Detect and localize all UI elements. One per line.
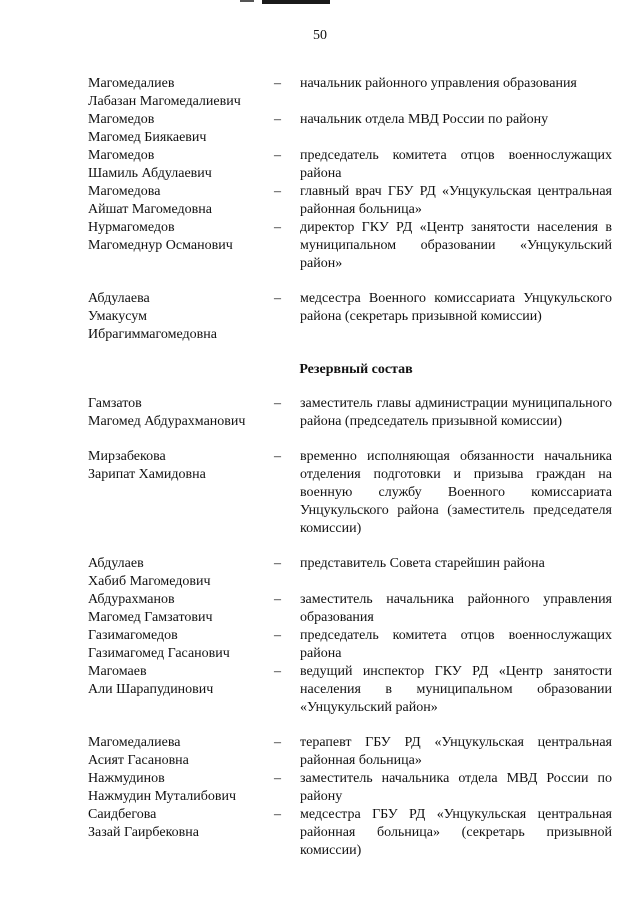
member-given-name: Зазай Гаирбековна [88, 825, 199, 840]
member-role: начальник отдела МВД России по району [300, 112, 549, 127]
member-role: начальник районного управления образования [300, 76, 577, 91]
member-surname: Абдулаева [88, 291, 150, 306]
member-role: главный врач ГБУ РД «Унцукульская центральная районная больница» [300, 184, 612, 217]
scan-artifact [240, 0, 254, 2]
member-name [88, 147, 274, 183]
member-role: временно исполняющая обязанности начальника отделения подготовки и призыва граждан на военную службу Военного комиссариата Унцукульского района (заместитель председателя комиссии) [300, 449, 612, 536]
member-entry [88, 75, 612, 111]
member-surname: Нурмагомедов [88, 220, 175, 235]
member-name [88, 591, 274, 627]
member-entry [88, 591, 612, 627]
dash: – [274, 664, 281, 679]
member-entry [88, 219, 612, 273]
member-surname: Магомедалиева [88, 735, 181, 750]
dash: – [274, 628, 281, 643]
member-surname: Абдурахманов [88, 592, 175, 607]
member-name [88, 734, 274, 770]
member-given-name: Али Шарапудинович [88, 682, 214, 697]
member-surname: Абдулаев [88, 556, 144, 571]
member-entry [88, 555, 612, 591]
member-entry [88, 111, 612, 147]
member-given-name: Магомед Биякаевич [88, 130, 207, 145]
member-role: заместитель главы администрации муниципального района (председатель призывной комиссии) [300, 396, 612, 429]
member-entry [88, 806, 612, 860]
member-role: медсестра Военного комиссариата Унцукульского района (секретарь призывной комиссии) [300, 291, 612, 324]
member-surname: Газимагомедов [88, 628, 178, 643]
member-surname: Нажмудинов [88, 771, 165, 786]
dash: – [274, 291, 281, 306]
dash: – [274, 396, 281, 411]
member-entry [88, 734, 612, 770]
member-name [88, 806, 274, 860]
reserve-heading: Резервный состав [299, 362, 413, 377]
dash: – [274, 148, 281, 163]
member-surname: Мирзабекова [88, 449, 166, 464]
dash: – [274, 771, 281, 786]
member-given-name: Умакусум Ибрагиммагомедовна [88, 309, 217, 342]
member-role: председатель комитета отцов военнослужащих района [300, 148, 612, 181]
member-given-name: Зарипат Хамидовна [88, 467, 206, 482]
member-given-name: Асият Гасановна [88, 753, 189, 768]
member-role: заместитель начальника отдела МВД России по району [300, 771, 612, 804]
member-name [88, 448, 274, 538]
member-given-name: Газимагомед Гасанович [88, 646, 230, 661]
member-name [88, 75, 274, 111]
member-entry [88, 627, 612, 663]
member-role: ведущий инспектор ГКУ РД «Центр занятости населения в муниципальном образовании «Унцукульский район» [300, 664, 612, 715]
dash: – [274, 184, 281, 199]
dash: – [274, 735, 281, 750]
member-name [88, 663, 274, 717]
member-entry [88, 395, 612, 431]
commission-list [88, 75, 612, 860]
member-given-name: Шамиль Абдулаевич [88, 166, 212, 181]
member-entry [88, 290, 612, 344]
member-given-name: Хабиб Магомедович [88, 574, 211, 589]
dash: – [274, 449, 281, 464]
member-given-name: Магомед Гамзатович [88, 610, 213, 625]
member-name [88, 111, 274, 147]
member-entry [88, 448, 612, 538]
member-surname: Магомаев [88, 664, 147, 679]
member-given-name: Айшат Магомедовна [88, 202, 212, 217]
dash: – [274, 220, 281, 235]
member-entry [88, 147, 612, 183]
member-surname: Магомедалиев [88, 76, 175, 91]
member-name [88, 555, 274, 591]
page-number: 50 [313, 28, 327, 43]
dash: – [274, 592, 281, 607]
member-entry [88, 770, 612, 806]
member-given-name: Нажмудин Муталибович [88, 789, 237, 804]
member-name [88, 219, 274, 273]
member-role: терапевт ГБУ РД «Унцукульская центральная районная больница» [300, 735, 612, 768]
member-role: председатель комитета отцов военнослужащих района [300, 628, 612, 661]
member-surname: Магомедов [88, 112, 155, 127]
member-given-name: Магомед Абдурахманович [88, 414, 246, 429]
member-role: представитель Совета старейшин района [300, 556, 545, 571]
member-surname: Гамзатов [88, 396, 142, 411]
member-given-name: Лабазан Магомедалиевич [88, 94, 241, 109]
dash: – [274, 807, 281, 822]
scan-artifact [262, 0, 330, 4]
member-entry [88, 663, 612, 717]
dash: – [274, 76, 281, 91]
member-surname: Магомедова [88, 184, 161, 199]
member-name [88, 183, 274, 219]
member-given-name: Магомеднур Османович [88, 238, 233, 253]
dash: – [274, 112, 281, 127]
member-role: медсестра ГБУ РД «Унцукульская центральная районная больница» (секретарь призывной комиссии) [300, 807, 612, 858]
dash: – [274, 556, 281, 571]
member-role: директор ГКУ РД «Центр занятости населения в муниципальном образовании «Унцукульский район» [300, 220, 612, 271]
member-surname: Саидбегова [88, 807, 157, 822]
member-name [88, 770, 274, 806]
member-role: заместитель начальника районного управления образования [300, 592, 612, 625]
member-entry [88, 183, 612, 219]
member-name [88, 395, 274, 431]
member-name [88, 627, 274, 663]
member-name [88, 290, 274, 344]
member-surname: Магомедов [88, 148, 155, 163]
